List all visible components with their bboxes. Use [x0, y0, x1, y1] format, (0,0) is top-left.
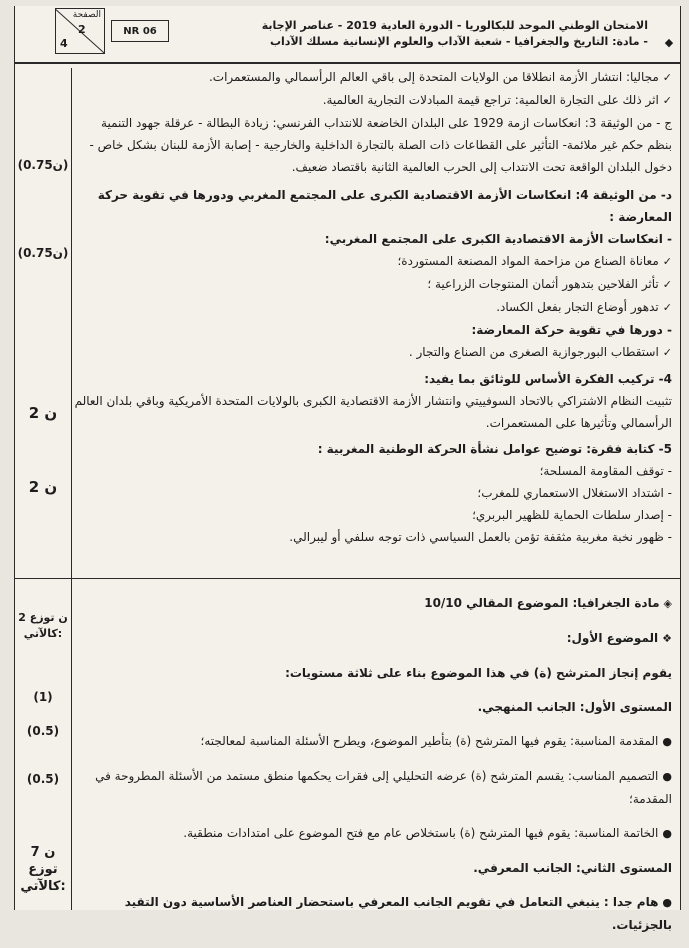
answer-line: تثبيت النظام الاشتراكي بالاتحاد السوفييتي وانتشار الأزمة الاقتصادية الكبرى بالولايات المتحدة الأمريكية وباقي بلدان العالم الرأسمالي وتأثيرها على المستعمرات. [74, 394, 672, 430]
exam-page [14, 6, 681, 932]
mark-9: 7 ن توزع كالآتي: [20, 845, 66, 894]
mark-6: (1) [33, 690, 53, 704]
answer-line: - ظهور نخبة مغربية مثقفة تؤمن بالعمل السياسي ذات توجه سلفي أو ليبرالي. [289, 530, 672, 544]
answer-heading: د- من الوثيقة 4: انعكاسات الأزمة الاقتصادية الكبرى على المجتمع المغربي ودورها في تقوية حركة المعارضة : [97, 188, 672, 224]
check-icon: ✓ [662, 301, 672, 314]
page-header [15, 6, 680, 64]
answer-subheading: - دورها في تقوية حركة المعارضة: [471, 323, 672, 337]
history-answers [73, 66, 672, 548]
check-icon: ✓ [662, 71, 672, 84]
topic-title: ❖الموضوع الأول: [566, 631, 672, 645]
answer-line: ✓تدهور أوضاع التجار بفعل الكساد. [496, 300, 672, 314]
bullet-icon: ● [662, 770, 672, 783]
check-icon: ✓ [662, 346, 672, 359]
answer-line: ✓اثر ذلك على التجارة العالمية: تراجع قيمة المبادلات التجارية العالمية. [322, 93, 672, 107]
answer-heading: 4- تركيب الفكرة الأساس للوثائق بما يفيد: [424, 372, 672, 386]
page-label: الصفحة [72, 10, 101, 20]
answer-line: ●الخاتمة المناسبة: يقوم فيها المترشح (ة) باستخلاص عام مع فتح الموضوع على امتدادات منطقية. [183, 826, 672, 840]
mark-8: (0.5) [26, 772, 60, 786]
answer-line: ●المقدمة المناسبة: يقوم فيها المترشح (ة) بتأطير الموضوع، ويطرح الأسئلة المناسبة لمعالجته؛ [200, 734, 672, 748]
answer-line: - اشتداد الاستغلال الاستعماري للمغرب؛ [477, 486, 672, 500]
column-divider [71, 68, 72, 910]
page-number: 4 [60, 37, 68, 50]
answer-line: ✓تأثر الفلاحين بتدهور أثمان المنتوجات الزراعية ؛ [427, 277, 672, 291]
check-icon: ✓ [662, 278, 672, 291]
level-heading: المستوى الأول: الجانب المنهجي. [477, 700, 672, 714]
sparkle-icon: ❖ [662, 632, 672, 645]
exam-code: NR 06 [111, 20, 169, 42]
bullet-icon: ● [662, 735, 672, 748]
marks-column [15, 6, 71, 910]
answer-line: - توقف المقاومة المسلحة؛ [539, 464, 672, 478]
level-heading: المستوى الثاني: الجانب المعرفي. [473, 861, 672, 875]
answer-line: ج - من الوثيقة 3: انعكاسات ازمة 1929 على البلدان الخاضعة للانتداب الفرنسي: زيادة البطالة - عرقلة جهود التنمية بنظم حكم غير ملائمة- التأثير على القطاعات ذات الصلة بالتجارة الداخلية والخارجية - إصابة الأزمة للبنان بشكل خاص - دخول البلدان الواقعة تحت الانتداب إلى الحرب العالمية الثانية باقتصاد ضعيف. [89, 116, 672, 174]
mark-5: 2 ن توزع كالآتي: [18, 611, 68, 640]
answer-line: - إصدار سلطات الحماية للظهير البربري؛ [472, 508, 672, 522]
mark-2: (0.75ن) [17, 246, 69, 260]
answer-heading: 5- كتابة فقرة: توضيح عوامل نشأة الحركة الوطنية المغربية : [317, 442, 672, 456]
exam-title-line2: - مادة: التاريخ والجغرافيا - شعبة الآداب والعلوم الإنسانية مسلك الآداب [269, 35, 648, 48]
geography-answers [73, 580, 672, 948]
section-divider [15, 578, 680, 579]
answer-line: ●التصميم المناسب: يقسم المترشح (ة) عرضه التحليلي إلى فقرات يحكمها منطق مستمد من الأسئلة المطروحة في المقدمة؛ [95, 769, 672, 806]
mark-4: 2 ن [28, 478, 58, 496]
exam-title-line1: الامتحان الوطني الموحد للبكالوريا - الدورة العادية 2019 - عناصر الإجابة [261, 19, 648, 32]
mark-1: (0.75ن) [17, 158, 69, 172]
answer-line: ✓مجاليا: انتشار الأزمة انطلاقا من الولايات المتحدة إلى باقي العالم الرأسمالي والمستعمرات. [208, 70, 672, 84]
mark-7: (0.5) [26, 724, 60, 738]
check-icon: ✓ [662, 255, 672, 268]
answer-line: يقوم إنجاز المترشح (ة) في هذا الموضوع بناء على ثلاثة مستويات: [285, 666, 672, 680]
exam-title [169, 6, 658, 62]
mark-3: 2 ن [28, 404, 58, 422]
answer-subheading: - انعكاسات الأزمة الاقتصادية الكبرى على المجتمع المغربي: [324, 232, 672, 246]
diamond-bullet-icon: ◈ [663, 597, 672, 610]
bullet-icon: ● [662, 827, 672, 840]
answer-line: ●هام جدا : ينبغي التعامل في تقويم الجانب المعرفي باستحضار العناصر الأساسية دون التقيد بالجزئيات. [124, 895, 672, 932]
diamond-icon: ◆ [664, 36, 674, 49]
answer-line: ✓استقطاب البورجوازية الصغرى من الصناع والتجار . [408, 345, 672, 359]
check-icon: ✓ [662, 94, 672, 107]
section-title: ◈مادة الجغرافيا: الموضوع المقالي 10/10 [424, 596, 672, 610]
page-total: 2 [78, 23, 86, 36]
bullet-icon: ● [662, 896, 672, 909]
answer-line: ✓معاناة الصناع من مزاحمة المواد المصنعة المستوردة؛ [397, 254, 672, 268]
